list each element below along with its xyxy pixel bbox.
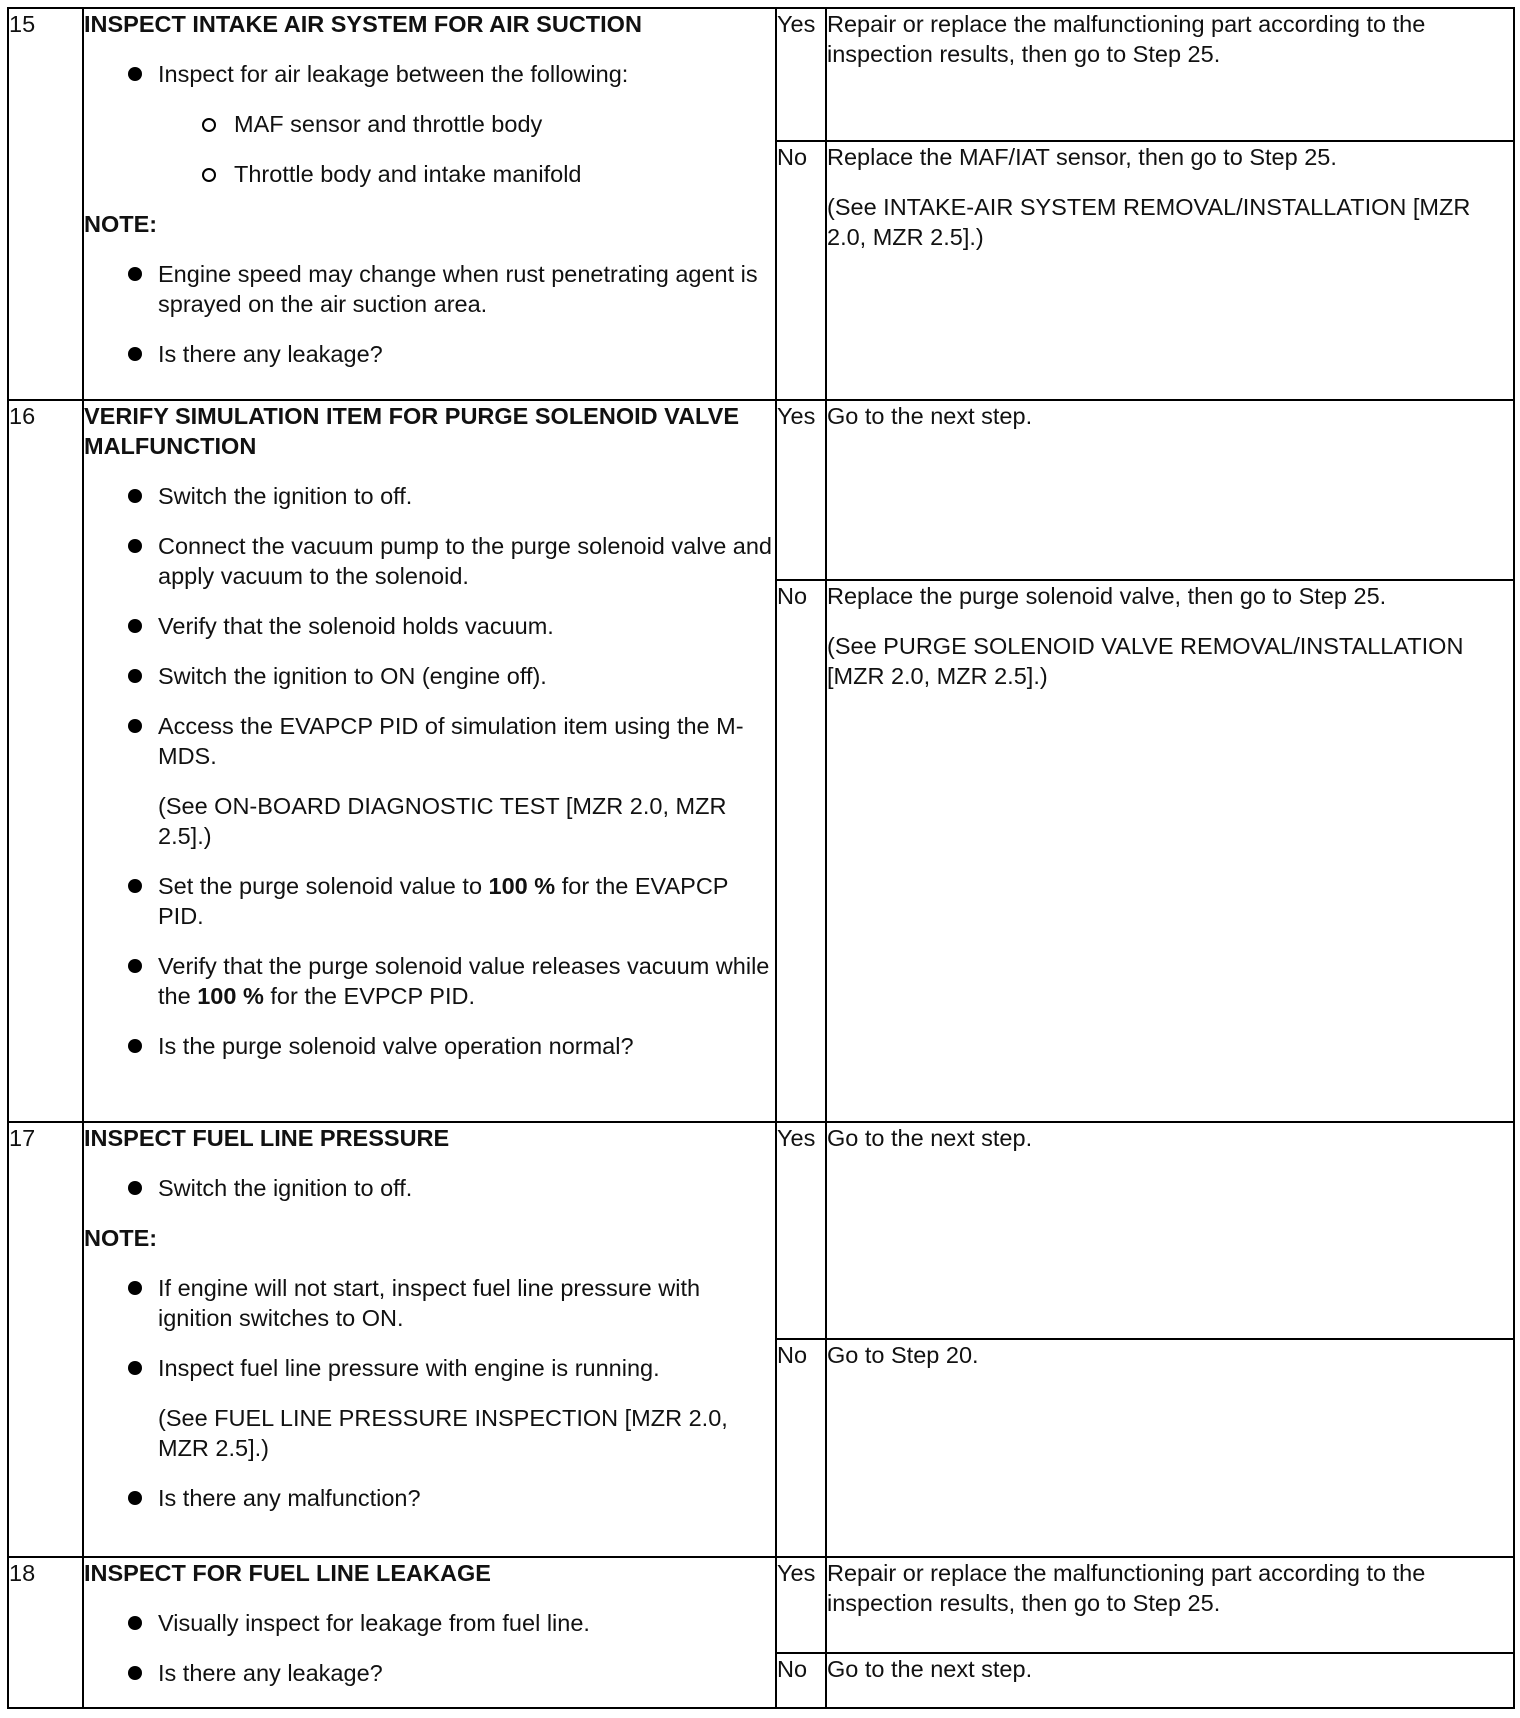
bullet-text-pre: Set the purge solenoid value to bbox=[158, 873, 489, 899]
step-action-cell bbox=[83, 1122, 776, 1557]
circle-bullet-icon bbox=[202, 118, 216, 132]
sub-bullet-text: MAF sensor and throttle body bbox=[234, 111, 543, 137]
step-title: INSPECT FUEL LINE PRESSURE bbox=[84, 1125, 450, 1151]
step-row-17 bbox=[8, 1122, 1514, 1339]
step-action-cell bbox=[83, 8, 776, 400]
bullet-text-post: for the EVAPCP PID. bbox=[158, 873, 729, 929]
bullet-text: If engine will not start, inspect fuel line pressure with ignition switches to ON. bbox=[158, 1275, 701, 1331]
answer-no: No bbox=[776, 1653, 826, 1708]
result-text: Go to the next step. bbox=[827, 403, 1033, 429]
bullet-text: Is there any leakage? bbox=[158, 341, 383, 367]
bullet-dot-icon bbox=[128, 1491, 142, 1505]
step-number: 15 bbox=[8, 8, 83, 400]
result-reference: (See PURGE SOLENOID VALVE REMOVAL/INSTALLATION [MZR 2.0, MZR 2.5].) bbox=[827, 633, 1464, 689]
bullet-item bbox=[84, 1353, 775, 1383]
bullet-text: Visually inspect for leakage from fuel line. bbox=[158, 1610, 590, 1636]
bullet-dot-icon bbox=[128, 347, 142, 361]
result-text: Go to Step 20. bbox=[827, 1342, 979, 1368]
sub-bullet-item bbox=[84, 159, 775, 189]
bullet-item bbox=[84, 481, 775, 511]
answer-yes: Yes bbox=[776, 1557, 826, 1653]
bullet-dot-icon bbox=[128, 619, 142, 633]
result-yes bbox=[826, 1122, 1514, 1339]
bullet-text-post: for the EVPCP PID. bbox=[263, 983, 475, 1009]
bullet-item bbox=[84, 711, 775, 771]
bullet-item bbox=[84, 871, 775, 931]
sub-bullet-text: Throttle body and intake manifold bbox=[234, 161, 582, 187]
note-heading: NOTE: bbox=[84, 211, 158, 237]
bullet-item bbox=[84, 661, 775, 691]
bullet-item bbox=[84, 339, 775, 369]
result-text: Go to the next step. bbox=[827, 1125, 1033, 1151]
note-heading: NOTE: bbox=[84, 1225, 158, 1251]
reference-text: (See FUEL LINE PRESSURE INSPECTION [MZR 2.0, MZR 2.5].) bbox=[158, 1405, 728, 1461]
bullet-dot-icon bbox=[128, 67, 142, 81]
bullet-item bbox=[84, 611, 775, 641]
step-number: 18 bbox=[8, 1557, 83, 1708]
step-number: 17 bbox=[8, 1122, 83, 1557]
result-text: Replace the purge solenoid valve, then go to Step 25. bbox=[827, 583, 1387, 609]
bullet-text: Is the purge solenoid valve operation normal? bbox=[158, 1033, 634, 1059]
result-no bbox=[826, 141, 1514, 400]
bullet-text: Inspect fuel line pressure with engine is running. bbox=[158, 1355, 660, 1381]
answer-no: No bbox=[776, 1339, 826, 1557]
sub-bullet-item bbox=[84, 109, 775, 139]
bullet-dot-icon bbox=[128, 539, 142, 553]
step-row-18 bbox=[8, 1557, 1514, 1653]
reference-text: (See ON-BOARD DIAGNOSTIC TEST [MZR 2.0, MZR 2.5].) bbox=[158, 793, 727, 849]
step-row-16 bbox=[8, 400, 1514, 580]
step-number: 16 bbox=[8, 400, 83, 1122]
bullet-text: Access the EVAPCP PID of simulation item using the M-MDS. bbox=[158, 713, 744, 769]
bullet-dot-icon bbox=[128, 489, 142, 503]
bullet-item bbox=[84, 1483, 775, 1513]
bullet-text: Connect the vacuum pump to the purge solenoid valve and apply vacuum to the solenoid. bbox=[158, 533, 773, 589]
bullet-text: Verify that the solenoid holds vacuum. bbox=[158, 613, 554, 639]
step-title: VERIFY SIMULATION ITEM FOR PURGE SOLENOID VALVE MALFUNCTION bbox=[84, 403, 739, 459]
result-no bbox=[826, 1653, 1514, 1708]
bullet-dot-icon bbox=[128, 669, 142, 683]
bullet-dot-icon bbox=[128, 1616, 142, 1630]
bullet-text: Switch the ignition to ON (engine off). bbox=[158, 663, 547, 689]
bullet-text: Switch the ignition to off. bbox=[158, 1175, 413, 1201]
bullet-text: Engine speed may change when rust penetrating agent is sprayed on the air suction area. bbox=[158, 261, 758, 317]
circle-bullet-icon bbox=[202, 168, 216, 182]
step-title: INSPECT FOR FUEL LINE LEAKAGE bbox=[84, 1560, 491, 1586]
bullet-item bbox=[84, 951, 775, 1011]
result-text: Go to the next step. bbox=[827, 1656, 1033, 1682]
answer-yes: Yes bbox=[776, 1122, 826, 1339]
answer-yes: Yes bbox=[776, 400, 826, 580]
result-no bbox=[826, 580, 1514, 1122]
result-no bbox=[826, 1339, 1514, 1557]
bullet-text: Is there any malfunction? bbox=[158, 1485, 421, 1511]
diagnostic-table bbox=[7, 7, 1515, 1709]
bullet-dot-icon bbox=[128, 719, 142, 733]
diagnostic-procedure-sheet bbox=[7, 7, 1513, 1711]
result-yes bbox=[826, 1557, 1514, 1653]
result-text: Replace the MAF/IAT sensor, then go to Step 25. bbox=[827, 144, 1337, 170]
bullet-dot-icon bbox=[128, 1361, 142, 1375]
result-yes bbox=[826, 8, 1514, 141]
step-action-cell bbox=[83, 400, 776, 1122]
bullet-item bbox=[84, 1608, 775, 1638]
result-text: Repair or replace the malfunctioning part according to the inspection results, then go to Step 25. bbox=[827, 1560, 1426, 1616]
bullet-item bbox=[84, 531, 775, 591]
step-row-15 bbox=[8, 8, 1514, 141]
bullet-dot-icon bbox=[128, 1181, 142, 1195]
result-yes bbox=[826, 400, 1514, 580]
result-text: Repair or replace the malfunctioning part according to the inspection results, then go to Step 25. bbox=[827, 11, 1426, 67]
result-reference: (See INTAKE-AIR SYSTEM REMOVAL/INSTALLATION [MZR 2.0, MZR 2.5].) bbox=[827, 194, 1471, 250]
bullet-item bbox=[84, 1658, 775, 1688]
bullet-text: Is there any leakage? bbox=[158, 1660, 383, 1686]
bullet-dot-icon bbox=[128, 959, 142, 973]
bullet-dot-icon bbox=[128, 1039, 142, 1053]
bullet-dot-icon bbox=[128, 267, 142, 281]
bullet-dot-icon bbox=[128, 879, 142, 893]
bullet-dot-icon bbox=[128, 1666, 142, 1680]
bullet-item bbox=[84, 59, 775, 89]
step-action-cell bbox=[83, 1557, 776, 1708]
answer-yes: Yes bbox=[776, 8, 826, 141]
bullet-dot-icon bbox=[128, 1281, 142, 1295]
answer-no: No bbox=[776, 580, 826, 1122]
bullet-text: Switch the ignition to off. bbox=[158, 483, 413, 509]
answer-no: No bbox=[776, 141, 826, 400]
bullet-item bbox=[84, 259, 775, 319]
bullet-item bbox=[84, 1273, 775, 1333]
bullet-text-pre: Verify that the purge solenoid value releases vacuum while the bbox=[158, 953, 770, 1009]
bullet-text-bold: 100 % bbox=[197, 983, 264, 1009]
bullet-text: Inspect for air leakage between the following: bbox=[158, 61, 629, 87]
bullet-item bbox=[84, 1173, 775, 1203]
bullet-text-bold: 100 % bbox=[488, 873, 556, 899]
step-title: INSPECT INTAKE AIR SYSTEM FOR AIR SUCTION bbox=[84, 11, 642, 37]
bullet-item bbox=[84, 1031, 775, 1061]
